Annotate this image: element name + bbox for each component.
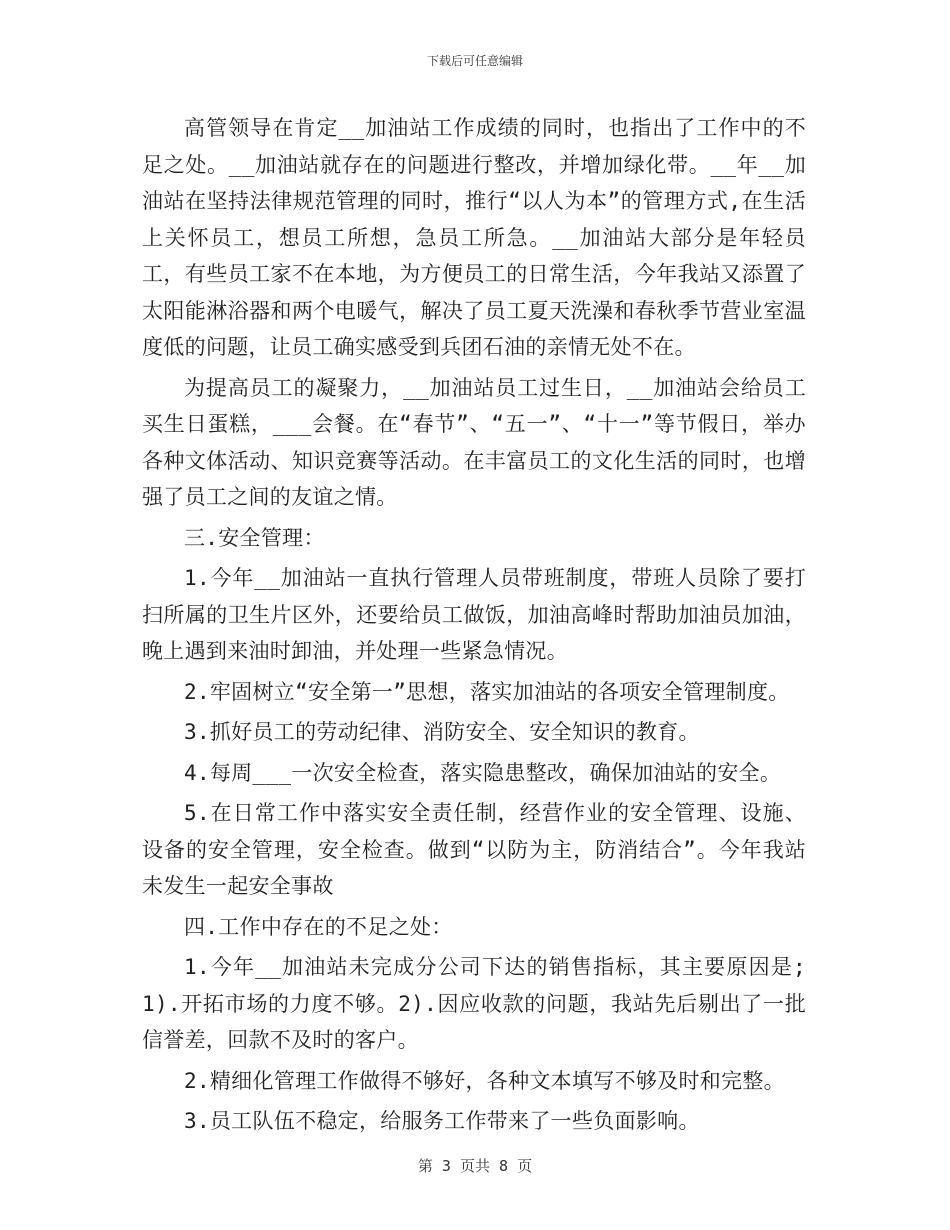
section-heading-safety: 三.安全管理：: [184, 525, 325, 550]
list-item-shortcoming-2: 2.精细化管理工作做得不够好，各种文本填写不够及时和完整。: [184, 1068, 785, 1093]
list-item-safety-4: 4.每周___一次安全检查，落实隐患整改，确保加油站的安全。: [184, 760, 782, 785]
paragraph-staff-care: 高管领导在肯定__加油站工作成绩的同时，也指出了工作中的不足之处。__加油站就存在的问题进行整改，并增加绿化带。__年__加油站在坚持法律规范管理的同时，推行“以人为本”的管理方式,在生活上关怀员工，想员工所想，急员工所急。__加油站大部分是年轻员工，有些员工家不在本地，为方便员工的日常生活，今年我站又添置了太阳能淋浴器和两个电暖气，解决了员工夏天洗澡和春秋季节营业室温度低的问题，让员工确实感受到兵团石油的亲情无处不在。: [142, 116, 806, 359]
list-item-shortcoming-3: 3.员工队伍不稳定，给服务工作带来了一些负面影响。: [184, 1109, 700, 1133]
page-number: 第 3 页共 8 页: [417, 1157, 533, 1175]
list-item-safety-1: 1.今年__加油站一直执行管理人员带班制度，带班人员除了要打扫所属的卫生片区外，还要给员工做饭，加油高峰时帮助加油员加油，晚上遇到来油时卸油，并处理一些紧急情况。: [142, 566, 806, 663]
section-heading-shortcomings: 四.工作中存在的不足之处：: [184, 914, 453, 939]
paragraph-cohesion: 为提高员工的凝聚力，__加油站员工过生日，__加油站会给员工买生日蛋糕，___会餐。在“春节”、“五一”、“十一”等节假日，举办各种文体活动、知识竞赛等活动。在丰富员工的文化生活的同时，也增强了员工之间的友谊之情。: [142, 375, 806, 509]
document-body: [142, 110, 806, 1144]
list-item-safety-5: 5.在日常工作中落实安全责任制，经营作业的安全管理、设施、设备的安全管理，安全检查。做到“以防为主，防消结合”。今年我站未发生一起安全事故: [142, 801, 806, 898]
list-item-safety-3: 3.抓好员工的劳动纪律、消防安全、安全知识的教育。: [184, 720, 700, 744]
page-header: 下载后可任意编辑: [426, 54, 523, 68]
list-item-shortcoming-1: 1.今年__加油站未完成分公司下达的销售指标，其主要原因是;1).开拓市场的力度不够。2).因应收款的问题，我站先后剔出了一批信誉差，回款不及时的客户。: [142, 955, 806, 1052]
list-item-safety-2: 2.牢固树立“安全第一”思想，落实加油站的各项安全管理制度。: [184, 679, 790, 704]
